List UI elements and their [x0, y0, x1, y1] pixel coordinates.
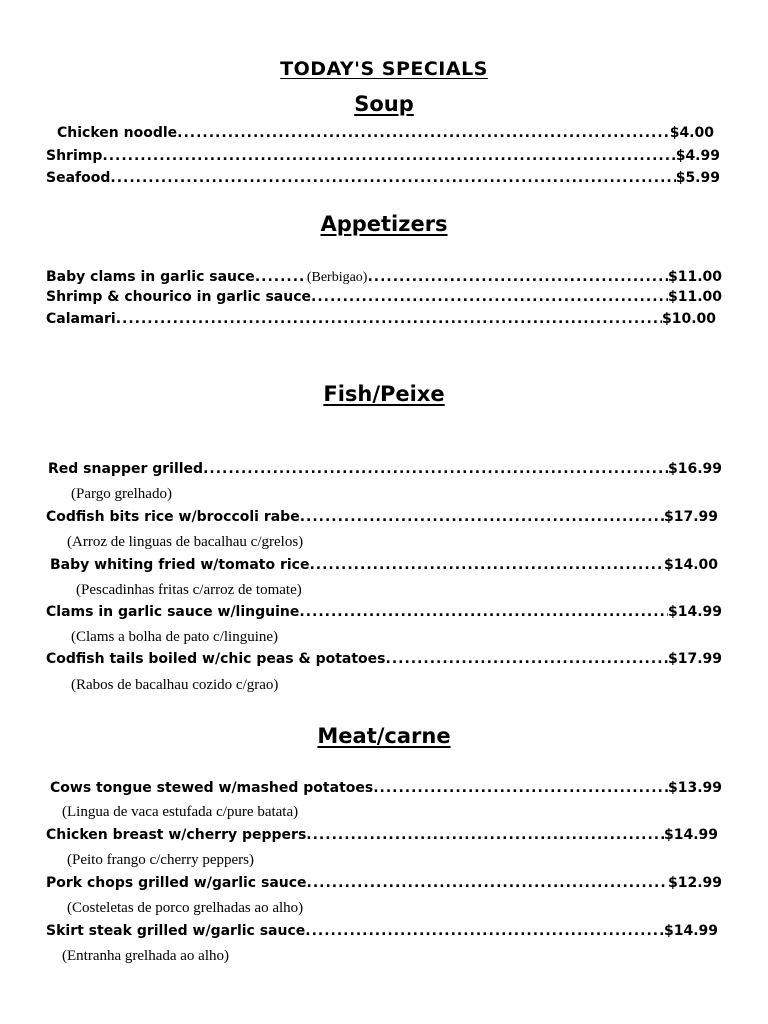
dot-leader [309, 557, 664, 573]
item-price: $14.99 [667, 604, 722, 620]
dot-leader [116, 311, 662, 327]
item-name: Shrimp [46, 148, 103, 164]
item-price: $16.99 [667, 461, 722, 477]
menu-item [46, 923, 718, 943]
item-price: $14.99 [663, 923, 718, 939]
item-price: $17.99 [663, 509, 718, 525]
item-price: $5.99 [675, 170, 720, 186]
dot-leader [307, 875, 668, 891]
menu-item [50, 557, 718, 577]
item-name: Pork chops grilled w/garlic sauce [46, 875, 307, 891]
dot-leader [373, 780, 668, 796]
item-name: Cows tongue stewed w/mashed potatoes [50, 780, 374, 796]
dot-leader [255, 269, 307, 285]
menu-item [46, 651, 722, 671]
dot-leader [367, 269, 668, 285]
item-name: Chicken noodle [57, 125, 178, 141]
menu-item [50, 780, 722, 800]
menu-item [46, 311, 716, 331]
item-name: Calamari [46, 311, 116, 327]
menu-item [48, 461, 722, 481]
item-name: Codfish tails boiled w/chic peas & potatoes [46, 651, 386, 667]
menu-item [46, 827, 718, 847]
item-name: Baby whiting fried w/tomato rice [50, 557, 310, 573]
item-name: Seafood [46, 170, 111, 186]
dot-leader [177, 125, 670, 141]
item-price: $13.99 [667, 780, 722, 796]
item-price: $17.99 [667, 651, 722, 667]
menu-item [46, 269, 722, 289]
item-note: (Berbigao) [306, 270, 368, 285]
section-heading-soup: Soup [354, 92, 414, 116]
dot-leader [203, 461, 668, 477]
item-translation: (Pescadinhas fritas c/arroz de tomate) [76, 582, 302, 598]
page-title: TODAY'S SPECIALS [280, 58, 488, 80]
item-translation: (Lingua de vaca estufada c/pure batata) [62, 804, 299, 820]
section-heading-appetizers: Appetizers [320, 212, 448, 236]
menu-item [46, 289, 722, 309]
item-translation: (Pargo grelhado) [71, 486, 172, 502]
menu-item [46, 604, 722, 624]
item-name: Shrimp & chourico in garlic sauce [46, 289, 311, 305]
dot-leader [300, 509, 664, 525]
menu-item [46, 509, 718, 529]
item-price: $10.00 [661, 311, 716, 327]
item-name: Codfish bits rice w/broccoli rabe [46, 509, 300, 525]
item-price: $14.00 [663, 557, 718, 573]
menu-item [57, 125, 714, 145]
dot-leader [306, 827, 664, 843]
item-name: Clams in garlic sauce w/linguine [46, 604, 300, 620]
dot-leader [102, 148, 675, 164]
section-heading-fish: Fish/Peixe [323, 382, 445, 406]
item-price: $4.99 [675, 148, 720, 164]
item-name: Chicken breast w/cherry peppers [46, 827, 307, 843]
item-name: Baby clams in garlic sauce [46, 269, 255, 285]
item-price: $12.99 [667, 875, 722, 891]
item-price: $14.99 [663, 827, 718, 843]
item-price: $4.00 [669, 125, 714, 141]
item-name: Skirt steak grilled w/garlic sauce [46, 923, 306, 939]
item-translation: (Arroz de linguas de bacalhau c/grelos) [67, 534, 304, 550]
section-heading-meat: Meat/carne [317, 724, 451, 748]
dot-leader [299, 604, 668, 620]
item-translation: (Peito frango c/cherry peppers) [67, 852, 255, 868]
item-translation: (Clams a bolha de pato c/linguine) [71, 629, 279, 645]
dot-leader [110, 170, 675, 186]
menu-item [46, 148, 720, 168]
dot-leader [305, 923, 664, 939]
dot-leader [311, 289, 668, 305]
item-price: $11.00 [667, 269, 722, 285]
menu-item [46, 170, 720, 190]
item-translation: (Rabos de bacalhau cozido c/grao) [71, 677, 279, 693]
item-name: Red snapper grilled [48, 461, 204, 477]
item-translation: (Entranha grelhada ao alho) [62, 948, 229, 964]
item-price: $11.00 [667, 289, 722, 305]
dot-leader [386, 651, 668, 667]
item-translation: (Costeletas de porco grelhadas ao alho) [67, 900, 304, 916]
menu-item [46, 875, 722, 895]
